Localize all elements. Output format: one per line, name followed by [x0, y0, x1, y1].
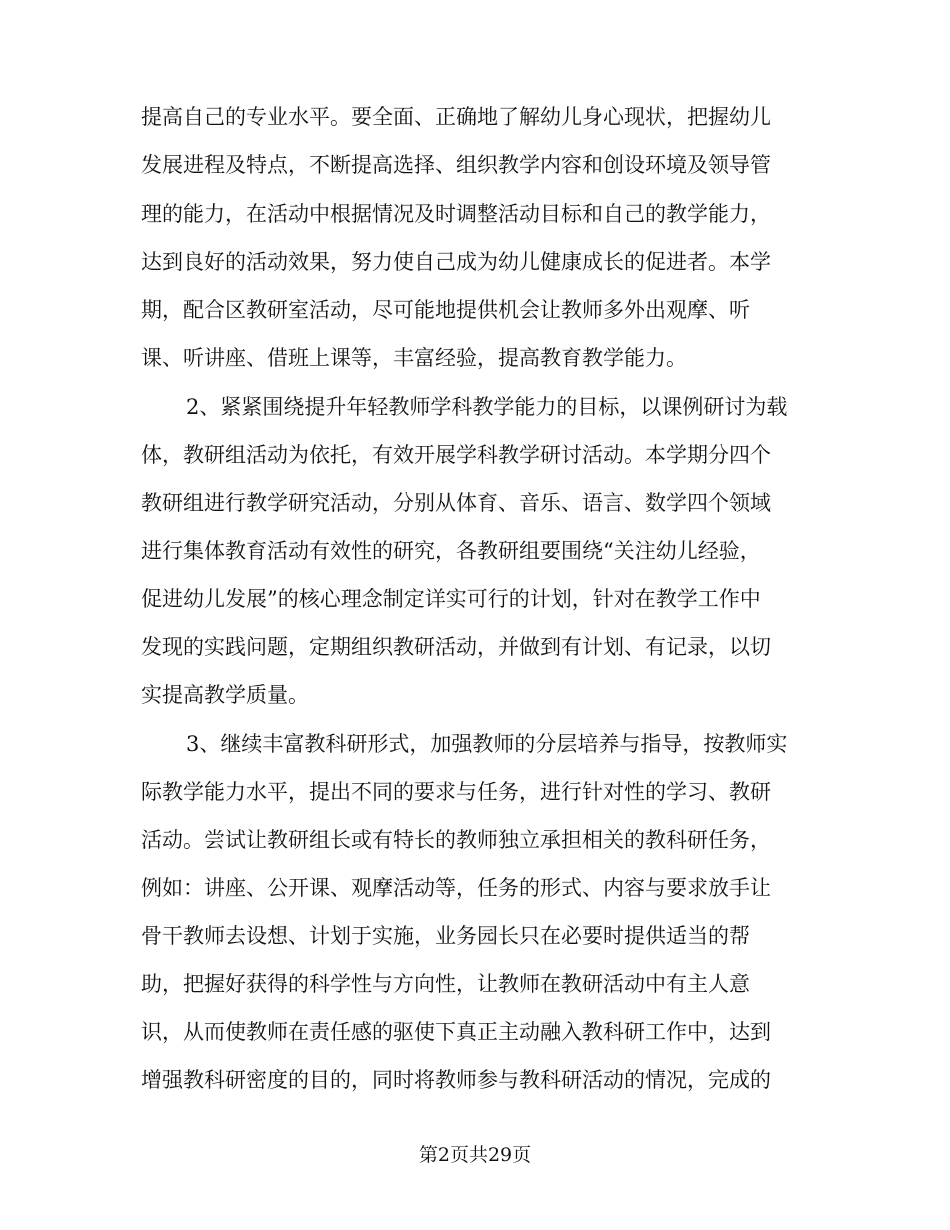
paragraph-1-line-1: 提高自己的专业水平。要全面、正确地了解幼儿身心现状，把握幼儿 [141, 105, 771, 129]
paragraph-2-line-2: 体，教研组活动为依托，有效开展学科教学研讨活动。本学期分四个 [141, 443, 771, 467]
paragraph-1-line-3: 理的能力，在活动中根据情况及时调整活动目标和自己的教学能力， [141, 202, 771, 226]
paragraph-1-line-4: 达到良好的活动效果，努力使自己成为幼儿健康成长的促进者。本学 [141, 250, 771, 274]
page-number-footer: 第2页共29页 [418, 1144, 532, 1166]
paragraph-1-line-2: 发展进程及特点，不断提高选择、组织教学内容和创设环境及领导管 [141, 153, 771, 177]
paragraph-3-line-8: 增强教科研密度的目的，同时将教师参与教科研活动的情况，完成的 [141, 1068, 771, 1092]
paragraph-3-line-4: 例如：讲座、公开课、观摩活动等，任务的形式、内容与要求放手让 [141, 876, 771, 900]
paragraph-1-line-5: 期，配合区教研室活动，尽可能地提供机会让教师多外出观摩、听 [141, 298, 750, 322]
paragraph-3-line-5: 骨干教师去设想、计划于实施，业务园长只在必要时提供适当的帮 [141, 924, 750, 948]
paragraph-2-line-5: 促进幼儿发展”的核心理念制定详实可行的计划，针对在教学工作中 [141, 587, 761, 611]
paragraph-1-line-6: 课、听讲座、借班上课等，丰富经验，提高教育教学能力。 [141, 346, 687, 370]
paragraph-2-line-3: 教研组进行教学研究活动，分别从体育、音乐、语言、数学四个领域 [141, 491, 771, 515]
paragraph-2-line-6: 发现的实践问题，定期组织教研活动，并做到有计划、有记录，以切 [141, 635, 771, 659]
paragraph-3-line-1: 3、继续丰富教科研形式，加强教师的分层培养与指导，按教师实 [186, 732, 788, 756]
paragraph-2-line-7: 实提高教学质量。 [141, 683, 309, 707]
paragraph-2-line-1: 2、紧紧围绕提升年轻教师学科教学能力的目标，以课例研讨为载 [186, 395, 788, 419]
paragraph-3-line-2: 际教学能力水平，提出不同的要求与任务，进行针对性的学习、教研 [141, 780, 771, 804]
paragraph-3-line-3: 活动。尝试让教研组长或有特长的教师独立承担相关的教科研任务， [141, 828, 771, 852]
paragraph-3-line-6: 助，把握好获得的科学性与方向性，让教师在教研活动中有主人意 [141, 972, 750, 996]
paragraph-3-line-7: 识，从而使教师在责任感的驱使下真正主动融入教科研工作中，达到 [141, 1020, 771, 1044]
paragraph-2-line-4: 进行集体教育活动有效性的研究，各教研组要围绕“关注幼儿经验， [141, 539, 761, 563]
